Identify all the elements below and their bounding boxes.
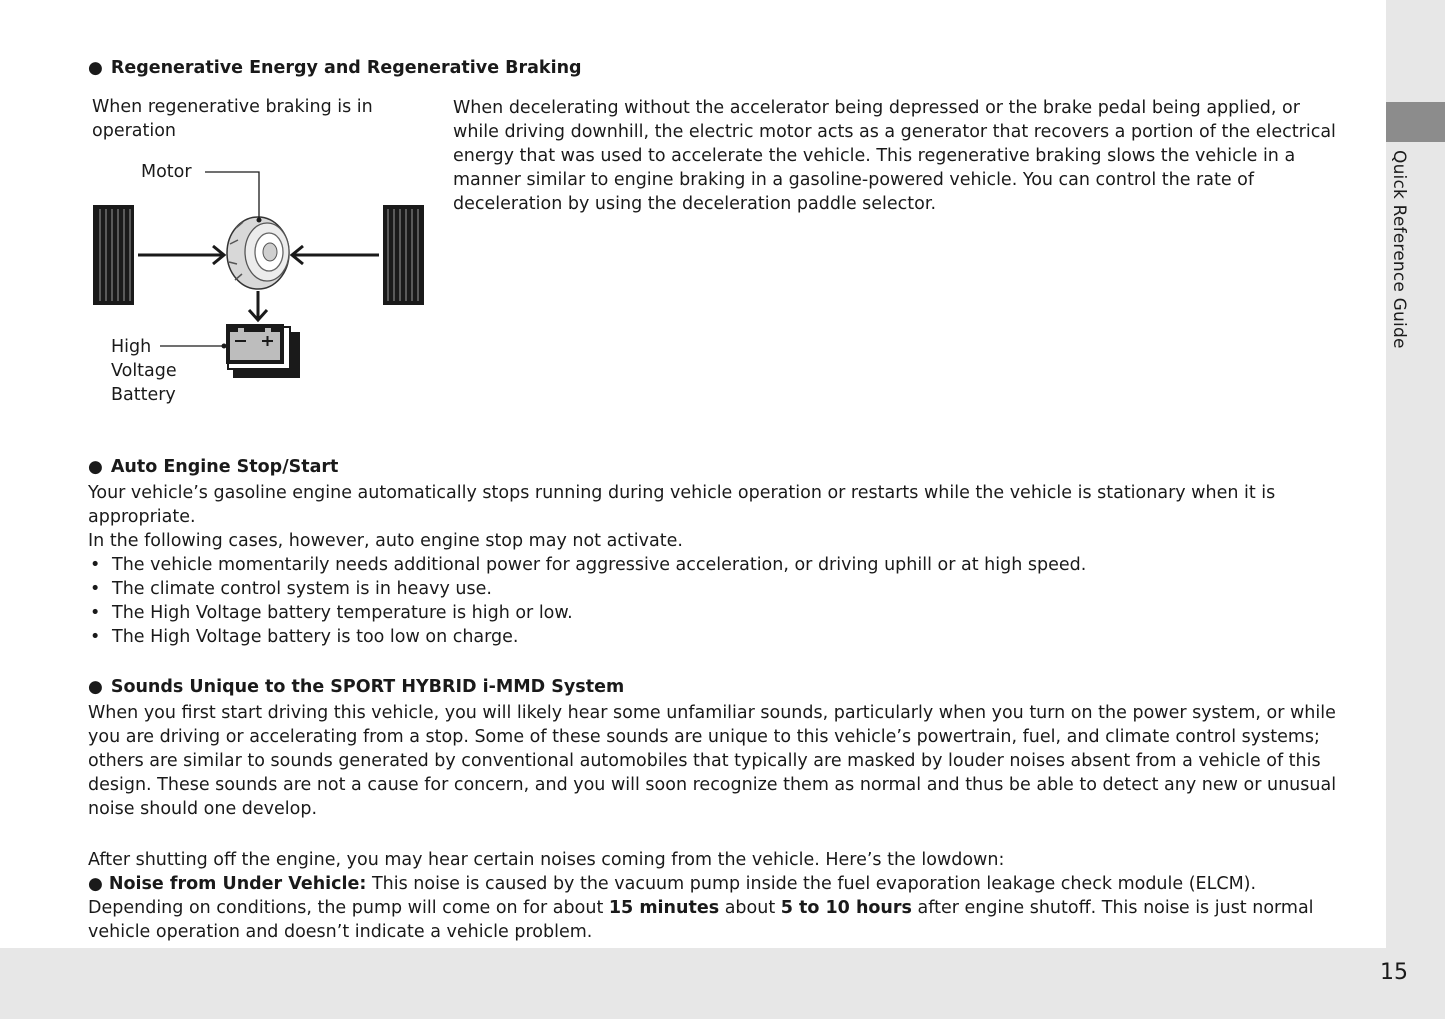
heading-text: Auto Engine Stop/Start xyxy=(110,457,339,477)
noise-under-vehicle-paragraph xyxy=(88,872,1350,944)
side-tab-label: Quick Reference Guide xyxy=(1389,150,1409,349)
bullet-dot-icon: ● xyxy=(88,677,103,697)
left-tire-icon xyxy=(93,205,134,305)
footer-band xyxy=(0,948,1445,1019)
list-item: • The High Voltage battery is too low on charge. xyxy=(88,625,1086,649)
noise-duration: 15 minutes xyxy=(608,898,720,918)
bullet-dot-icon: ● xyxy=(88,874,103,894)
list-item: • The High Voltage battery temperature is high or low. xyxy=(88,601,1086,625)
section-heading-sounds xyxy=(88,677,624,697)
motor-leader-line xyxy=(205,172,259,220)
noise-text: This noise is caused by the vacuum pump inside the fuel evaporation leakage check module (ELCM). Depending on conditions, the pump will come on for about xyxy=(88,874,1257,918)
heading-text: Sounds Unique to the SPORT HYBRID i-MMD System xyxy=(110,677,625,697)
sounds-paragraph-1: When you first start driving this vehicle, you will likely hear some unfamiliar sounds, particularly when you turn on the power system, or while you are driving or accelerating from a stop. Some of these sounds are unique to this vehicle’s powertrain, fuel, and climate control systems; others are similar to sounds generated by conventional automobiles that typically are masked by louder noises absent from a vehicle of this design. These sounds are not a cause for concern, and you will soon recognize them as normal and thus be able to detect any new or unusual noise should one develop. xyxy=(88,703,1337,819)
heading-text: Regenerative Energy and Regenerative Braking xyxy=(110,58,582,78)
noise-heading: Noise from Under Vehicle: xyxy=(108,874,367,894)
bullet-dot-icon: ● xyxy=(88,58,103,78)
auto-stop-paragraph-1: Your vehicle’s gasoline engine automatically stops running during vehicle operation or restarts while the vehicle is stationary when it is appropriate. xyxy=(88,483,1276,527)
page-number: 15 xyxy=(1380,960,1408,985)
battery-label: High Voltage Battery xyxy=(111,337,177,405)
side-tab-marker[interactable] xyxy=(1386,102,1445,142)
battery-icon xyxy=(226,324,300,378)
sounds-paragraph-2: After shutting off the engine, you may hear certain noises coming from the vehicle. Here’s the lowdown: xyxy=(88,850,1005,870)
auto-stop-paragraph-2: In the following cases, however, auto engine stop may not activate. xyxy=(88,531,683,551)
motor-label: Motor xyxy=(141,162,192,182)
noise-text: after engine shutoff. This noise is just normal vehicle operation and doesn’t indicate a vehicle problem. xyxy=(88,898,1314,942)
section-heading-regen xyxy=(88,58,582,78)
list-item: • The vehicle momentarily needs additional power for aggressive acceleration, or driving uphill or at high speed. xyxy=(88,553,1086,577)
bullet-dot-icon: ● xyxy=(88,457,103,477)
section-heading-auto-stop xyxy=(88,457,338,477)
noise-delay: 5 to 10 hours xyxy=(780,898,912,918)
motor-icon xyxy=(227,217,289,289)
regen-paragraph: When decelerating without the accelerator being depressed or the brake pedal being applied, or while driving downhill, the electric motor acts as a generator that recovers a portion of the electrical energy that was used to accelerate the vehicle. This regenerative braking slows the vehicle in a manner similar to engine braking in a gasoline-powered vehicle. You can control the rate of deceleration by using the deceleration paddle selector. xyxy=(453,98,1336,214)
noise-text: about xyxy=(719,898,781,918)
auto-stop-conditions-list xyxy=(88,553,1086,649)
list-item: • The climate control system is in heavy use. xyxy=(88,577,1086,601)
diagram-caption: When regenerative braking is in operation xyxy=(92,97,373,141)
right-tire-icon xyxy=(383,205,424,305)
